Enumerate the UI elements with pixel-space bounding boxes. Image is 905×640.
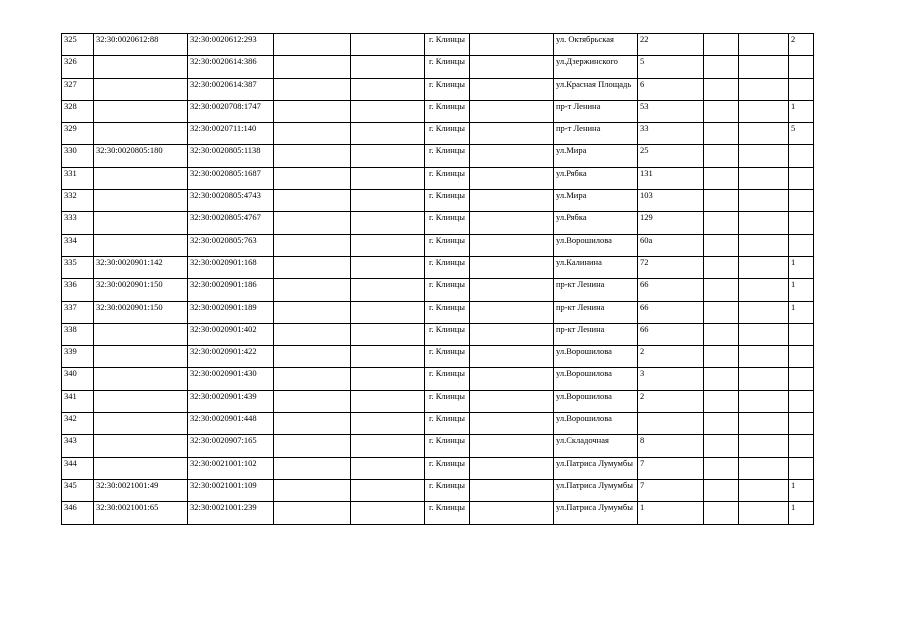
empty-cell bbox=[274, 346, 351, 368]
empty-cell bbox=[704, 435, 739, 457]
empty-cell bbox=[739, 279, 789, 301]
parent-cadastral-number-cell: 32:30:0021001:49 bbox=[94, 479, 188, 501]
empty-cell bbox=[470, 256, 554, 278]
cadastral-number-cell: 32:30:0021001:109 bbox=[188, 479, 274, 501]
empty-cell bbox=[470, 212, 554, 234]
empty-cell bbox=[739, 212, 789, 234]
empty-cell bbox=[274, 100, 351, 122]
empty-cell bbox=[274, 479, 351, 501]
empty-cell bbox=[739, 323, 789, 345]
empty-cell bbox=[351, 123, 425, 145]
empty-cell bbox=[351, 479, 425, 501]
parent-cadastral-number-cell bbox=[94, 78, 188, 100]
city-cell: г. Клинцы bbox=[425, 167, 470, 189]
row-number-cell: 332 bbox=[62, 190, 94, 212]
empty-cell bbox=[704, 346, 739, 368]
street-cell: ул.Рябка bbox=[554, 167, 638, 189]
city-cell: г. Клинцы bbox=[425, 256, 470, 278]
empty-cell bbox=[739, 390, 789, 412]
row-number-cell: 325 bbox=[62, 34, 94, 56]
table-row bbox=[62, 145, 814, 167]
street-cell: ул.Ворошилова bbox=[554, 368, 638, 390]
house-number-cell: 3 bbox=[638, 368, 704, 390]
empty-cell bbox=[274, 145, 351, 167]
city-cell: г. Клинцы bbox=[425, 123, 470, 145]
count-cell: 1 bbox=[789, 256, 814, 278]
table-row bbox=[62, 279, 814, 301]
city-cell: г. Клинцы bbox=[425, 212, 470, 234]
parent-cadastral-number-cell bbox=[94, 190, 188, 212]
empty-cell bbox=[274, 413, 351, 435]
empty-cell bbox=[739, 78, 789, 100]
empty-cell bbox=[274, 234, 351, 256]
parent-cadastral-number-cell bbox=[94, 212, 188, 234]
parent-cadastral-number-cell: 32:30:0020805:180 bbox=[94, 145, 188, 167]
street-cell: пр-кт Ленина bbox=[554, 323, 638, 345]
empty-cell bbox=[470, 368, 554, 390]
empty-cell bbox=[704, 123, 739, 145]
parent-cadastral-number-cell bbox=[94, 368, 188, 390]
empty-cell bbox=[704, 457, 739, 479]
empty-cell bbox=[274, 457, 351, 479]
house-number-cell: 66 bbox=[638, 279, 704, 301]
cadastral-number-cell: 32:30:0020708:1747 bbox=[188, 100, 274, 122]
count-cell bbox=[789, 190, 814, 212]
street-cell: ул.Мира bbox=[554, 190, 638, 212]
house-number-cell: 7 bbox=[638, 457, 704, 479]
empty-cell bbox=[351, 256, 425, 278]
street-cell: пр-т Ленина bbox=[554, 100, 638, 122]
table-row bbox=[62, 256, 814, 278]
house-number-cell: 2 bbox=[638, 390, 704, 412]
empty-cell bbox=[704, 323, 739, 345]
table-row bbox=[62, 413, 814, 435]
house-number-cell: 33 bbox=[638, 123, 704, 145]
empty-cell bbox=[739, 457, 789, 479]
row-number-cell: 330 bbox=[62, 145, 94, 167]
empty-cell bbox=[704, 279, 739, 301]
empty-cell bbox=[470, 346, 554, 368]
cadastral-number-cell: 32:30:0020901:439 bbox=[188, 390, 274, 412]
house-number-cell: 2 bbox=[638, 346, 704, 368]
street-cell: пр-кт Ленина bbox=[554, 279, 638, 301]
row-number-cell: 326 bbox=[62, 56, 94, 78]
parent-cadastral-number-cell: 32:30:0021001:65 bbox=[94, 502, 188, 524]
street-cell: ул.Складочная bbox=[554, 435, 638, 457]
cadastral-number-cell: 32:30:0020901:186 bbox=[188, 279, 274, 301]
empty-cell bbox=[274, 78, 351, 100]
house-number-cell: 1 bbox=[638, 502, 704, 524]
row-number-cell: 346 bbox=[62, 502, 94, 524]
empty-cell bbox=[704, 145, 739, 167]
city-cell: г. Клинцы bbox=[425, 502, 470, 524]
count-cell bbox=[789, 390, 814, 412]
street-cell: ул.Ворошилова bbox=[554, 390, 638, 412]
cadastral-number-cell: 32:30:0020614:387 bbox=[188, 78, 274, 100]
empty-cell bbox=[470, 100, 554, 122]
empty-cell bbox=[274, 190, 351, 212]
empty-cell bbox=[704, 390, 739, 412]
table-row bbox=[62, 34, 814, 56]
cadastral-number-cell: 32:30:0020614:386 bbox=[188, 56, 274, 78]
empty-cell bbox=[274, 34, 351, 56]
count-cell: 1 bbox=[789, 100, 814, 122]
empty-cell bbox=[351, 167, 425, 189]
row-number-cell: 327 bbox=[62, 78, 94, 100]
empty-cell bbox=[739, 368, 789, 390]
empty-cell bbox=[739, 190, 789, 212]
table-row bbox=[62, 167, 814, 189]
count-cell bbox=[789, 56, 814, 78]
count-cell bbox=[789, 212, 814, 234]
empty-cell bbox=[739, 413, 789, 435]
empty-cell bbox=[470, 56, 554, 78]
cadastral-number-cell: 32:30:0020907:165 bbox=[188, 435, 274, 457]
empty-cell bbox=[351, 100, 425, 122]
empty-cell bbox=[470, 190, 554, 212]
city-cell: г. Клинцы bbox=[425, 346, 470, 368]
empty-cell bbox=[274, 279, 351, 301]
empty-cell bbox=[470, 78, 554, 100]
house-number-cell: 103 bbox=[638, 190, 704, 212]
city-cell: г. Клинцы bbox=[425, 145, 470, 167]
parent-cadastral-number-cell: 32:30:0020612:88 bbox=[94, 34, 188, 56]
house-number-cell: 60а bbox=[638, 234, 704, 256]
table-row bbox=[62, 78, 814, 100]
row-number-cell: 334 bbox=[62, 234, 94, 256]
empty-cell bbox=[704, 190, 739, 212]
table-row bbox=[62, 368, 814, 390]
cadastral-number-cell: 32:30:0020805:4743 bbox=[188, 190, 274, 212]
empty-cell bbox=[739, 502, 789, 524]
cadastral-number-cell: 32:30:0020612:293 bbox=[188, 34, 274, 56]
parent-cadastral-number-cell bbox=[94, 390, 188, 412]
city-cell: г. Клинцы bbox=[425, 479, 470, 501]
empty-cell bbox=[274, 502, 351, 524]
empty-cell bbox=[274, 301, 351, 323]
parent-cadastral-number-cell: 32:30:0020901:142 bbox=[94, 256, 188, 278]
empty-cell bbox=[351, 34, 425, 56]
empty-cell bbox=[739, 123, 789, 145]
table-body bbox=[62, 34, 814, 525]
count-cell: 1 bbox=[789, 279, 814, 301]
city-cell: г. Клинцы bbox=[425, 78, 470, 100]
row-number-cell: 328 bbox=[62, 100, 94, 122]
street-cell: ул.Ворошилова bbox=[554, 346, 638, 368]
table-row bbox=[62, 457, 814, 479]
cadastral-number-cell: 32:30:0020711:140 bbox=[188, 123, 274, 145]
house-number-cell bbox=[638, 413, 704, 435]
empty-cell bbox=[351, 234, 425, 256]
empty-cell bbox=[470, 479, 554, 501]
row-number-cell: 338 bbox=[62, 323, 94, 345]
city-cell: г. Клинцы bbox=[425, 457, 470, 479]
house-number-cell: 8 bbox=[638, 435, 704, 457]
empty-cell bbox=[274, 435, 351, 457]
parent-cadastral-number-cell bbox=[94, 323, 188, 345]
empty-cell bbox=[470, 301, 554, 323]
empty-cell bbox=[274, 212, 351, 234]
row-number-cell: 345 bbox=[62, 479, 94, 501]
city-cell: г. Клинцы bbox=[425, 279, 470, 301]
empty-cell bbox=[739, 256, 789, 278]
empty-cell bbox=[704, 234, 739, 256]
empty-cell bbox=[351, 78, 425, 100]
parent-cadastral-number-cell: 32:30:0020901:150 bbox=[94, 301, 188, 323]
street-cell: ул.Патриса Лумумбы bbox=[554, 502, 638, 524]
table-row bbox=[62, 323, 814, 345]
empty-cell bbox=[739, 56, 789, 78]
street-cell: ул. Октябрьская bbox=[554, 34, 638, 56]
street-cell: ул.Мира bbox=[554, 145, 638, 167]
cadastral-number-cell: 32:30:0020805:763 bbox=[188, 234, 274, 256]
street-cell: ул.Патриса Лумумбы bbox=[554, 457, 638, 479]
empty-cell bbox=[470, 413, 554, 435]
empty-cell bbox=[351, 457, 425, 479]
cadastral-number-cell: 32:30:0020901:402 bbox=[188, 323, 274, 345]
city-cell: г. Клинцы bbox=[425, 413, 470, 435]
cadastral-number-cell: 32:30:0021001:239 bbox=[188, 502, 274, 524]
empty-cell bbox=[274, 390, 351, 412]
count-cell: 1 bbox=[789, 301, 814, 323]
cadastral-number-cell: 32:30:0021001:102 bbox=[188, 457, 274, 479]
house-number-cell: 53 bbox=[638, 100, 704, 122]
count-cell: 1 bbox=[789, 502, 814, 524]
empty-cell bbox=[351, 502, 425, 524]
empty-cell bbox=[274, 56, 351, 78]
empty-cell bbox=[470, 323, 554, 345]
empty-cell bbox=[704, 368, 739, 390]
table-row bbox=[62, 502, 814, 524]
street-cell: ул.Дзержинского bbox=[554, 56, 638, 78]
empty-cell bbox=[274, 368, 351, 390]
parent-cadastral-number-cell bbox=[94, 123, 188, 145]
row-number-cell: 333 bbox=[62, 212, 94, 234]
city-cell: г. Клинцы bbox=[425, 56, 470, 78]
street-cell: ул.Ворошилова bbox=[554, 234, 638, 256]
house-number-cell: 22 bbox=[638, 34, 704, 56]
street-cell: пр-т Ленина bbox=[554, 123, 638, 145]
cadastral-number-cell: 32:30:0020805:1138 bbox=[188, 145, 274, 167]
city-cell: г. Клинцы bbox=[425, 323, 470, 345]
empty-cell bbox=[351, 323, 425, 345]
table-row bbox=[62, 301, 814, 323]
cadastral-number-cell: 32:30:0020901:430 bbox=[188, 368, 274, 390]
city-cell: г. Клинцы bbox=[425, 190, 470, 212]
empty-cell bbox=[274, 167, 351, 189]
empty-cell bbox=[704, 301, 739, 323]
city-cell: г. Клинцы bbox=[425, 301, 470, 323]
row-number-cell: 342 bbox=[62, 413, 94, 435]
table-row bbox=[62, 435, 814, 457]
count-cell: 5 bbox=[789, 123, 814, 145]
row-number-cell: 340 bbox=[62, 368, 94, 390]
parent-cadastral-number-cell bbox=[94, 435, 188, 457]
count-cell bbox=[789, 413, 814, 435]
empty-cell bbox=[351, 279, 425, 301]
empty-cell bbox=[704, 256, 739, 278]
street-cell: ул.Красная Площадь bbox=[554, 78, 638, 100]
empty-cell bbox=[470, 435, 554, 457]
empty-cell bbox=[470, 279, 554, 301]
empty-cell bbox=[470, 502, 554, 524]
empty-cell bbox=[739, 34, 789, 56]
count-cell: 2 bbox=[789, 34, 814, 56]
table-row bbox=[62, 346, 814, 368]
city-cell: г. Клинцы bbox=[425, 368, 470, 390]
parent-cadastral-number-cell bbox=[94, 346, 188, 368]
street-cell: ул.Калинина bbox=[554, 256, 638, 278]
table-row bbox=[62, 100, 814, 122]
row-number-cell: 341 bbox=[62, 390, 94, 412]
city-cell: г. Клинцы bbox=[425, 435, 470, 457]
parent-cadastral-number-cell bbox=[94, 56, 188, 78]
house-number-cell: 66 bbox=[638, 323, 704, 345]
count-cell bbox=[789, 323, 814, 345]
city-cell: г. Клинцы bbox=[425, 234, 470, 256]
empty-cell bbox=[351, 190, 425, 212]
row-number-cell: 344 bbox=[62, 457, 94, 479]
table-row bbox=[62, 123, 814, 145]
empty-cell bbox=[351, 212, 425, 234]
empty-cell bbox=[351, 346, 425, 368]
empty-cell bbox=[470, 234, 554, 256]
empty-cell bbox=[704, 34, 739, 56]
empty-cell bbox=[470, 167, 554, 189]
house-number-cell: 66 bbox=[638, 301, 704, 323]
table-row bbox=[62, 479, 814, 501]
count-cell: 1 bbox=[789, 479, 814, 501]
count-cell bbox=[789, 346, 814, 368]
cadastral-number-cell: 32:30:0020901:448 bbox=[188, 413, 274, 435]
empty-cell bbox=[739, 100, 789, 122]
empty-cell bbox=[470, 34, 554, 56]
street-cell: ул.Рябка bbox=[554, 212, 638, 234]
empty-cell bbox=[704, 212, 739, 234]
cadastral-number-cell: 32:30:0020805:1687 bbox=[188, 167, 274, 189]
empty-cell bbox=[739, 435, 789, 457]
empty-cell bbox=[704, 502, 739, 524]
table-row bbox=[62, 56, 814, 78]
count-cell bbox=[789, 435, 814, 457]
empty-cell bbox=[739, 167, 789, 189]
parent-cadastral-number-cell bbox=[94, 234, 188, 256]
cadastral-number-cell: 32:30:0020901:422 bbox=[188, 346, 274, 368]
house-number-cell: 129 bbox=[638, 212, 704, 234]
empty-cell bbox=[351, 435, 425, 457]
city-cell: г. Клинцы bbox=[425, 390, 470, 412]
empty-cell bbox=[351, 301, 425, 323]
empty-cell bbox=[351, 145, 425, 167]
row-number-cell: 329 bbox=[62, 123, 94, 145]
city-cell: г. Клинцы bbox=[425, 34, 470, 56]
empty-cell bbox=[470, 145, 554, 167]
cadastral-number-cell: 32:30:0020901:189 bbox=[188, 301, 274, 323]
city-cell: г. Клинцы bbox=[425, 100, 470, 122]
table-row bbox=[62, 390, 814, 412]
empty-cell bbox=[470, 457, 554, 479]
count-cell bbox=[789, 145, 814, 167]
empty-cell bbox=[739, 301, 789, 323]
house-number-cell: 131 bbox=[638, 167, 704, 189]
row-number-cell: 337 bbox=[62, 301, 94, 323]
empty-cell bbox=[274, 123, 351, 145]
empty-cell bbox=[704, 100, 739, 122]
empty-cell bbox=[470, 390, 554, 412]
house-number-cell: 6 bbox=[638, 78, 704, 100]
empty-cell bbox=[739, 145, 789, 167]
house-number-cell: 25 bbox=[638, 145, 704, 167]
count-cell bbox=[789, 234, 814, 256]
count-cell bbox=[789, 457, 814, 479]
count-cell bbox=[789, 167, 814, 189]
empty-cell bbox=[704, 56, 739, 78]
empty-cell bbox=[704, 479, 739, 501]
parent-cadastral-number-cell bbox=[94, 413, 188, 435]
empty-cell bbox=[704, 413, 739, 435]
empty-cell bbox=[704, 78, 739, 100]
street-cell: ул.Патриса Лумумбы bbox=[554, 479, 638, 501]
empty-cell bbox=[274, 256, 351, 278]
cadastral-number-cell: 32:30:0020805:4767 bbox=[188, 212, 274, 234]
house-number-cell: 5 bbox=[638, 56, 704, 78]
row-number-cell: 336 bbox=[62, 279, 94, 301]
house-number-cell: 72 bbox=[638, 256, 704, 278]
empty-cell bbox=[274, 323, 351, 345]
empty-cell bbox=[739, 234, 789, 256]
table-row bbox=[62, 190, 814, 212]
parent-cadastral-number-cell: 32:30:0020901:150 bbox=[94, 279, 188, 301]
parent-cadastral-number-cell bbox=[94, 167, 188, 189]
empty-cell bbox=[351, 390, 425, 412]
empty-cell bbox=[351, 56, 425, 78]
street-cell: ул.Ворошилова bbox=[554, 413, 638, 435]
row-number-cell: 335 bbox=[62, 256, 94, 278]
row-number-cell: 339 bbox=[62, 346, 94, 368]
registry-table bbox=[61, 33, 814, 525]
table-row bbox=[62, 234, 814, 256]
row-number-cell: 331 bbox=[62, 167, 94, 189]
table-row bbox=[62, 212, 814, 234]
cadastral-number-cell: 32:30:0020901:168 bbox=[188, 256, 274, 278]
empty-cell bbox=[351, 368, 425, 390]
parent-cadastral-number-cell bbox=[94, 100, 188, 122]
empty-cell bbox=[351, 413, 425, 435]
empty-cell bbox=[704, 167, 739, 189]
row-number-cell: 343 bbox=[62, 435, 94, 457]
empty-cell bbox=[739, 346, 789, 368]
house-number-cell: 7 bbox=[638, 479, 704, 501]
count-cell bbox=[789, 368, 814, 390]
street-cell: пр-кт Ленина bbox=[554, 301, 638, 323]
empty-cell bbox=[739, 479, 789, 501]
empty-cell bbox=[470, 123, 554, 145]
count-cell bbox=[789, 78, 814, 100]
parent-cadastral-number-cell bbox=[94, 457, 188, 479]
